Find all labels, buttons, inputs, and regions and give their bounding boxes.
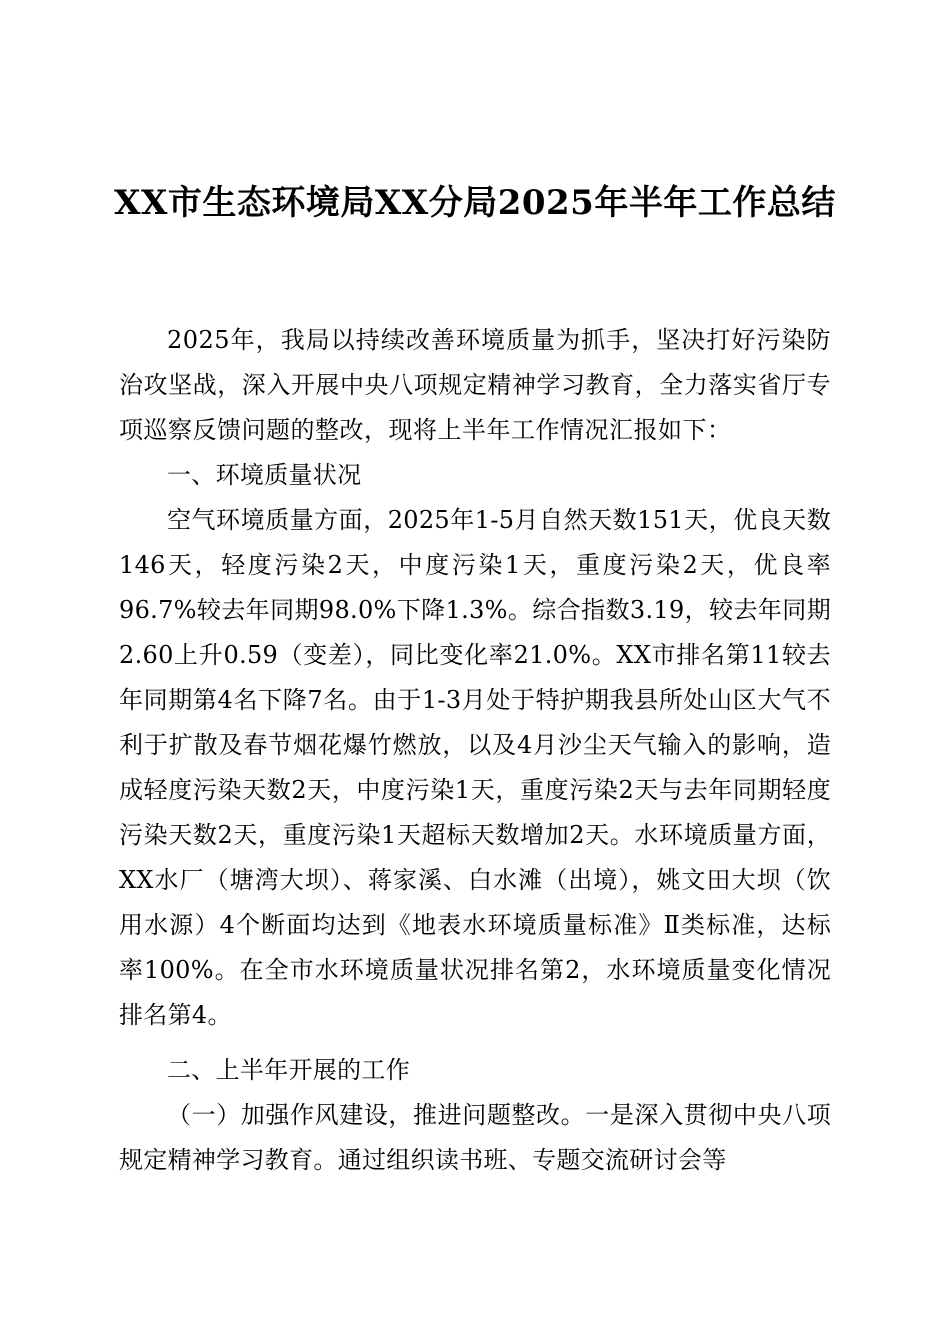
section-heading-environment-quality: 一、环境质量状况 bbox=[167, 461, 362, 489]
environment-quality-paragraph: 空气环境质量方面，2025年1-5月自然天数151天，优良天数146天，轻度污染2天，中度污染1天，重度污染2天，优良率96.7%较去年同期98.0%下降1.3%。综合指数3.19，较去年同期2.60上升0.59（变差），同比变化率21.0%。XX市排名第11较去年同期第4名下降7名。由于1-3月处于特护期我县所处山区大气不利于扩散及春节烟花爆竹燃放，以及4月沙尘天气输入的影响，造成轻度污染天数2天，中度污染1天，重度污染2天与去年同期轻度污染天数2天，重度污染1天超标天数增加2天。水环境质量方面，XX水厂（塘湾大坝）、蒋家溪、白水滩（出境），姚文田大坝（饮用水源）4个断面均达到《地表水环境质量标准》Ⅱ类标准，达标率100%。在全市水环境质量状况排名第2，水环境质量变化情况排名第4。 bbox=[119, 506, 831, 1029]
document-title: XX市生态环境局XX分局2025年半年工作总结 bbox=[114, 183, 836, 223]
subsection-heading: （一）加强作风建设，推进问题整改。 bbox=[167, 1101, 586, 1129]
subsection-text: 一是深入贯彻中央八项规定精神学习教育。通过组织读书班、专题交流研讨会等 bbox=[119, 1101, 831, 1174]
intro-paragraph: 2025年，我局以持续改善环境质量为抓手，坚决打好污染防治攻坚战，深入开展中央八项规定精神学习教育，全力落实省厅专项巡察反馈问题的整改，现将上半年工作情况汇报如下： bbox=[119, 326, 831, 444]
section-heading-work-done: 二、上半年开展的工作 bbox=[167, 1056, 410, 1084]
document-body bbox=[119, 318, 831, 1183]
work-subsection-paragraph bbox=[119, 1093, 831, 1183]
